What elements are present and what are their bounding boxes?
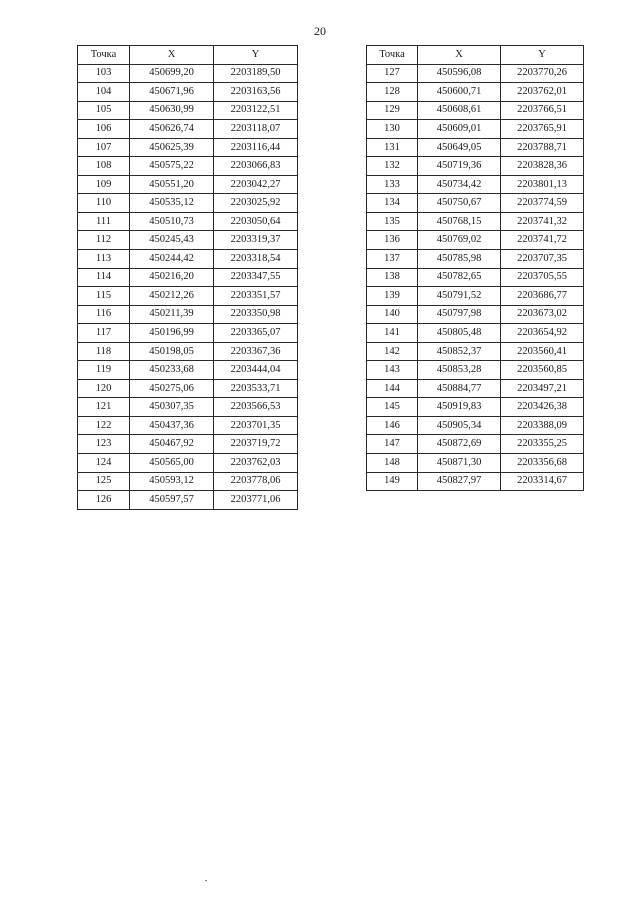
cell-y: 2203701,35 (214, 416, 298, 435)
cell-x: 450768,15 (418, 212, 501, 231)
cell-y: 2203122,51 (214, 101, 298, 120)
cell-point: 128 (367, 83, 418, 102)
table-row (367, 472, 584, 491)
table-row (367, 268, 584, 287)
cell-y: 2203686,77 (501, 287, 584, 306)
cell-x: 450596,08 (418, 64, 501, 83)
cell-x: 450734,42 (418, 175, 501, 194)
cell-x: 450649,05 (418, 138, 501, 157)
cell-y: 2203426,38 (501, 398, 584, 417)
cell-x: 450791,52 (418, 287, 501, 306)
cell-x: 450600,71 (418, 83, 501, 102)
table-row (78, 175, 298, 194)
cell-x: 450437,36 (130, 416, 214, 435)
cell-y: 2203762,03 (214, 454, 298, 473)
cell-point: 114 (78, 268, 130, 287)
table-row (367, 101, 584, 120)
scan-speck (205, 880, 207, 881)
cell-y: 2203347,55 (214, 268, 298, 287)
cell-point: 145 (367, 398, 418, 417)
cell-point: 122 (78, 416, 130, 435)
cell-point: 106 (78, 120, 130, 139)
cell-point: 138 (367, 268, 418, 287)
cell-point: 142 (367, 342, 418, 361)
table-row (367, 175, 584, 194)
cell-y: 2203163,56 (214, 83, 298, 102)
table-body-right (367, 64, 584, 491)
cell-y: 2203741,32 (501, 212, 584, 231)
cell-point: 130 (367, 120, 418, 139)
cell-point: 136 (367, 231, 418, 250)
cell-y: 2203355,25 (501, 435, 584, 454)
cell-x: 450211,39 (130, 305, 214, 324)
table-header-row (78, 46, 298, 65)
cell-point: 123 (78, 435, 130, 454)
cell-x: 450535,12 (130, 194, 214, 213)
table-row (78, 342, 298, 361)
table-row (78, 454, 298, 473)
table-row (367, 138, 584, 157)
cell-point: 109 (78, 175, 130, 194)
cell-point: 105 (78, 101, 130, 120)
cell-y: 2203654,92 (501, 324, 584, 343)
cell-point: 139 (367, 287, 418, 306)
table-row (367, 83, 584, 102)
cell-x: 450769,02 (418, 231, 501, 250)
cell-x: 450609,01 (418, 120, 501, 139)
cell-y: 2203560,41 (501, 342, 584, 361)
header-y: Y (501, 46, 584, 65)
table-row (367, 64, 584, 83)
cell-x: 450275,06 (130, 379, 214, 398)
table-row (78, 324, 298, 343)
table-row (367, 250, 584, 269)
cell-y: 2203025,92 (214, 194, 298, 213)
cell-x: 450719,36 (418, 157, 501, 176)
cell-y: 2203560,85 (501, 361, 584, 380)
table-row (367, 361, 584, 380)
cell-y: 2203116,44 (214, 138, 298, 157)
table-row (78, 379, 298, 398)
table-row (78, 157, 298, 176)
cell-x: 450608,61 (418, 101, 501, 120)
cell-point: 112 (78, 231, 130, 250)
table-row (78, 287, 298, 306)
cell-y: 2203533,71 (214, 379, 298, 398)
table-row (78, 101, 298, 120)
cell-y: 2203566,53 (214, 398, 298, 417)
cell-point: 144 (367, 379, 418, 398)
cell-x: 450871,30 (418, 454, 501, 473)
cell-x: 450467,92 (130, 435, 214, 454)
cell-y: 2203497,21 (501, 379, 584, 398)
cell-point: 137 (367, 250, 418, 269)
table-row (78, 83, 298, 102)
cell-y: 2203762,01 (501, 83, 584, 102)
cell-y: 2203719,72 (214, 435, 298, 454)
table-row (78, 361, 298, 380)
cell-x: 450797,98 (418, 305, 501, 324)
table-row (78, 491, 298, 510)
cell-y: 2203042,27 (214, 175, 298, 194)
cell-point: 104 (78, 83, 130, 102)
table-row (78, 212, 298, 231)
cell-point: 108 (78, 157, 130, 176)
cell-y: 2203118,07 (214, 120, 298, 139)
cell-point: 107 (78, 138, 130, 157)
cell-x: 450827,97 (418, 472, 501, 491)
cell-x: 450245,43 (130, 231, 214, 250)
cell-x: 450884,77 (418, 379, 501, 398)
cell-point: 134 (367, 194, 418, 213)
cell-y: 2203350,98 (214, 305, 298, 324)
coordinates-table-right (366, 45, 584, 491)
cell-x: 450196,99 (130, 324, 214, 343)
table-row (78, 305, 298, 324)
cell-point: 115 (78, 287, 130, 306)
table-row (367, 120, 584, 139)
table-row (367, 342, 584, 361)
table-row (78, 398, 298, 417)
header-x: X (418, 46, 501, 65)
cell-x: 450805,48 (418, 324, 501, 343)
table-row (367, 379, 584, 398)
cell-y: 2203388,09 (501, 416, 584, 435)
cell-point: 148 (367, 454, 418, 473)
cell-point: 117 (78, 324, 130, 343)
cell-x: 450750,67 (418, 194, 501, 213)
cell-point: 103 (78, 64, 130, 83)
table-body-left (78, 64, 298, 509)
cell-point: 129 (367, 101, 418, 120)
cell-y: 2203766,51 (501, 101, 584, 120)
cell-point: 116 (78, 305, 130, 324)
cell-x: 450198,05 (130, 342, 214, 361)
cell-y: 2203314,67 (501, 472, 584, 491)
table-row (367, 324, 584, 343)
cell-x: 450593,12 (130, 472, 214, 491)
cell-point: 118 (78, 342, 130, 361)
cell-y: 2203705,55 (501, 268, 584, 287)
cell-y: 2203771,06 (214, 491, 298, 510)
cell-y: 2203707,35 (501, 250, 584, 269)
table-row (367, 212, 584, 231)
cell-y: 2203318,54 (214, 250, 298, 269)
cell-y: 2203050,64 (214, 212, 298, 231)
cell-y: 2203319,37 (214, 231, 298, 250)
cell-point: 121 (78, 398, 130, 417)
cell-y: 2203774,59 (501, 194, 584, 213)
header-point: Точка (78, 46, 130, 65)
cell-x: 450307,35 (130, 398, 214, 417)
header-y: Y (214, 46, 298, 65)
table-row (78, 250, 298, 269)
table-row (78, 138, 298, 157)
cell-point: 147 (367, 435, 418, 454)
cell-x: 450510,73 (130, 212, 214, 231)
cell-point: 149 (367, 472, 418, 491)
cell-point: 133 (367, 175, 418, 194)
cell-y: 2203770,26 (501, 64, 584, 83)
cell-x: 450699,20 (130, 64, 214, 83)
cell-y: 2203365,07 (214, 324, 298, 343)
cell-x: 450233,68 (130, 361, 214, 380)
cell-y: 2203356,68 (501, 454, 584, 473)
cell-x: 450625,39 (130, 138, 214, 157)
cell-point: 120 (78, 379, 130, 398)
table-row (78, 268, 298, 287)
table-row (367, 435, 584, 454)
cell-x: 450905,34 (418, 416, 501, 435)
cell-y: 2203367,36 (214, 342, 298, 361)
cell-x: 450212,26 (130, 287, 214, 306)
cell-y: 2203444,04 (214, 361, 298, 380)
table-row (367, 287, 584, 306)
cell-y: 2203765,91 (501, 120, 584, 139)
cell-point: 132 (367, 157, 418, 176)
table-row (367, 194, 584, 213)
cell-x: 450919,83 (418, 398, 501, 417)
cell-x: 450597,57 (130, 491, 214, 510)
cell-x: 450244,42 (130, 250, 214, 269)
cell-y: 2203828,36 (501, 157, 584, 176)
cell-point: 113 (78, 250, 130, 269)
cell-x: 450782,65 (418, 268, 501, 287)
cell-x: 450872,69 (418, 435, 501, 454)
cell-x: 450216,20 (130, 268, 214, 287)
cell-x: 450852,37 (418, 342, 501, 361)
table-row (367, 398, 584, 417)
cell-point: 110 (78, 194, 130, 213)
table-row (367, 454, 584, 473)
table-row (78, 472, 298, 491)
cell-y: 2203351,57 (214, 287, 298, 306)
table-row (78, 64, 298, 83)
cell-y: 2203778,06 (214, 472, 298, 491)
table-row (367, 416, 584, 435)
cell-point: 143 (367, 361, 418, 380)
table-row (78, 120, 298, 139)
cell-point: 111 (78, 212, 130, 231)
cell-x: 450785,98 (418, 250, 501, 269)
cell-y: 2203788,71 (501, 138, 584, 157)
table-row (78, 194, 298, 213)
table-row (367, 305, 584, 324)
cell-point: 131 (367, 138, 418, 157)
cell-x: 450575,22 (130, 157, 214, 176)
cell-x: 450671,96 (130, 83, 214, 102)
cell-y: 2203066,83 (214, 157, 298, 176)
cell-point: 135 (367, 212, 418, 231)
cell-y: 2203741,72 (501, 231, 584, 250)
cell-point: 126 (78, 491, 130, 510)
cell-point: 141 (367, 324, 418, 343)
cell-x: 450630,99 (130, 101, 214, 120)
page-number: 20 (314, 24, 326, 38)
cell-point: 140 (367, 305, 418, 324)
table-row (78, 435, 298, 454)
table-row (367, 157, 584, 176)
table-header-row (367, 46, 584, 65)
cell-y: 2203673,02 (501, 305, 584, 324)
cell-point: 125 (78, 472, 130, 491)
cell-x: 450853,28 (418, 361, 501, 380)
cell-x: 450551,20 (130, 175, 214, 194)
cell-x: 450565,00 (130, 454, 214, 473)
table-row (78, 416, 298, 435)
table-row (78, 231, 298, 250)
cell-y: 2203189,50 (214, 64, 298, 83)
coordinates-table-left (77, 45, 298, 510)
cell-x: 450626,74 (130, 120, 214, 139)
table-row (367, 231, 584, 250)
cell-y: 2203801,13 (501, 175, 584, 194)
cell-point: 119 (78, 361, 130, 380)
header-point: Точка (367, 46, 418, 65)
cell-point: 124 (78, 454, 130, 473)
cell-point: 146 (367, 416, 418, 435)
cell-point: 127 (367, 64, 418, 83)
header-x: X (130, 46, 214, 65)
